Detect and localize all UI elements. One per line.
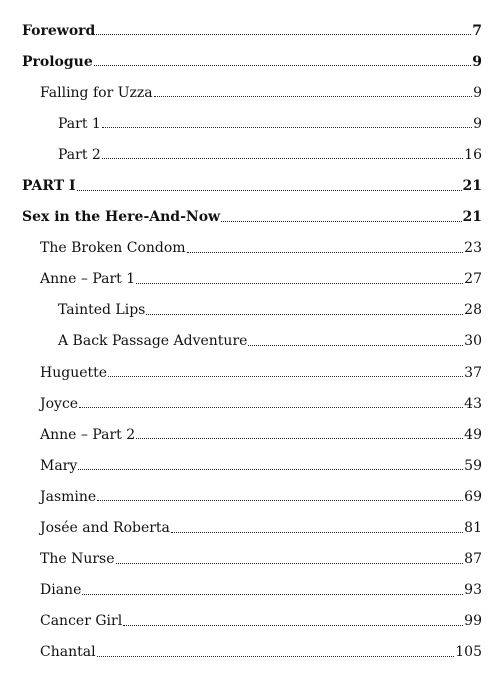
dot-leader [77, 190, 462, 191]
toc-entry-page: 28 [464, 302, 482, 319]
toc-entry-title: Joyce [40, 395, 79, 412]
dot-leader [108, 376, 463, 377]
dot-leader [96, 34, 471, 35]
dot-leader [116, 563, 464, 564]
toc-entry-title: Part 1 [58, 115, 101, 132]
dot-leader [248, 345, 463, 346]
toc-entry[interactable] [22, 450, 482, 481]
toc-entry-page: 43 [464, 395, 482, 412]
toc-entry-page: 87 [464, 551, 482, 568]
toc-entry[interactable] [22, 388, 482, 419]
dot-leader [221, 221, 461, 222]
toc-entry-page: 9 [473, 115, 482, 132]
toc-entry-title: The Broken Condom [40, 240, 186, 257]
toc-entry-title: Chantal [40, 644, 96, 661]
toc-entry-title: Anne – Part 1 [40, 271, 136, 288]
dot-leader [97, 500, 463, 501]
toc-entry[interactable] [22, 264, 482, 295]
toc-entry[interactable] [22, 46, 482, 77]
dot-leader [123, 625, 463, 626]
toc-entry-page: 27 [464, 271, 482, 288]
toc-entry-page: 30 [464, 333, 482, 350]
toc-entry-title: Falling for Uzza [40, 84, 153, 101]
dot-leader [187, 252, 464, 253]
toc-entry[interactable] [22, 481, 482, 512]
toc-entry[interactable] [22, 419, 482, 450]
toc-entry-title: The Nurse [40, 551, 115, 568]
toc-entry-page: 21 [462, 178, 482, 195]
toc-entry-page: 9 [472, 53, 482, 70]
toc-entry[interactable] [22, 139, 482, 170]
toc-entry-page: 59 [464, 457, 482, 474]
toc-entry-title: A Back Passage Adventure [58, 333, 248, 350]
toc-entry-page: 99 [464, 613, 482, 630]
toc-entry-title: Josée and Roberta [40, 520, 170, 537]
toc-entry-page: 21 [462, 209, 482, 226]
dot-leader [136, 283, 463, 284]
dot-leader [94, 65, 471, 66]
toc-entry[interactable] [22, 108, 482, 139]
toc-entry[interactable] [22, 77, 482, 108]
toc-entry-title: Tainted Lips [58, 302, 146, 319]
toc-entry[interactable] [22, 295, 482, 326]
toc-entry-title: Jasmine [40, 488, 97, 505]
toc-entry-title: Cancer Girl [40, 613, 123, 630]
toc-entry-page: 49 [464, 426, 482, 443]
toc-entry-page: 93 [464, 582, 482, 599]
toc-entry-title: Foreword [22, 22, 96, 39]
dot-leader [97, 656, 455, 657]
toc-entry-title: Diane [40, 582, 82, 599]
toc-entry[interactable] [22, 357, 482, 388]
toc-entry[interactable] [22, 202, 482, 233]
table-of-contents [22, 15, 482, 668]
toc-entry[interactable] [22, 233, 482, 264]
dot-leader [78, 469, 463, 470]
dot-leader [146, 314, 463, 315]
dot-leader [79, 407, 463, 408]
toc-entry-title: Sex in the Here-And-Now [22, 209, 221, 226]
toc-entry[interactable] [22, 15, 482, 46]
dot-leader [102, 127, 472, 128]
toc-entry[interactable] [22, 326, 482, 357]
toc-entry-title: PART I [22, 178, 76, 195]
toc-entry-title: Mary [40, 457, 78, 474]
toc-entry-title: Prologue [22, 53, 93, 70]
toc-entry[interactable] [22, 637, 482, 668]
toc-entry-page: 7 [472, 22, 482, 39]
toc-entry-page: 9 [473, 84, 482, 101]
dot-leader [82, 594, 463, 595]
toc-entry-page: 81 [464, 520, 482, 537]
toc-entry-title: Huguette [40, 364, 108, 381]
dot-leader [171, 532, 463, 533]
toc-entry-page: 37 [464, 364, 482, 381]
toc-entry[interactable] [22, 513, 482, 544]
toc-entry-page: 69 [464, 488, 482, 505]
dot-leader [136, 438, 463, 439]
toc-entry-page: 105 [455, 644, 482, 661]
dot-leader [102, 158, 463, 159]
toc-entry-page: 16 [464, 146, 482, 163]
toc-entry[interactable] [22, 170, 482, 201]
toc-entry[interactable] [22, 606, 482, 637]
toc-entry[interactable] [22, 544, 482, 575]
toc-entry-page: 23 [464, 240, 482, 257]
dot-leader [154, 96, 472, 97]
toc-entry-title: Part 2 [58, 146, 101, 163]
toc-entry[interactable] [22, 575, 482, 606]
toc-entry-title: Anne – Part 2 [40, 426, 136, 443]
